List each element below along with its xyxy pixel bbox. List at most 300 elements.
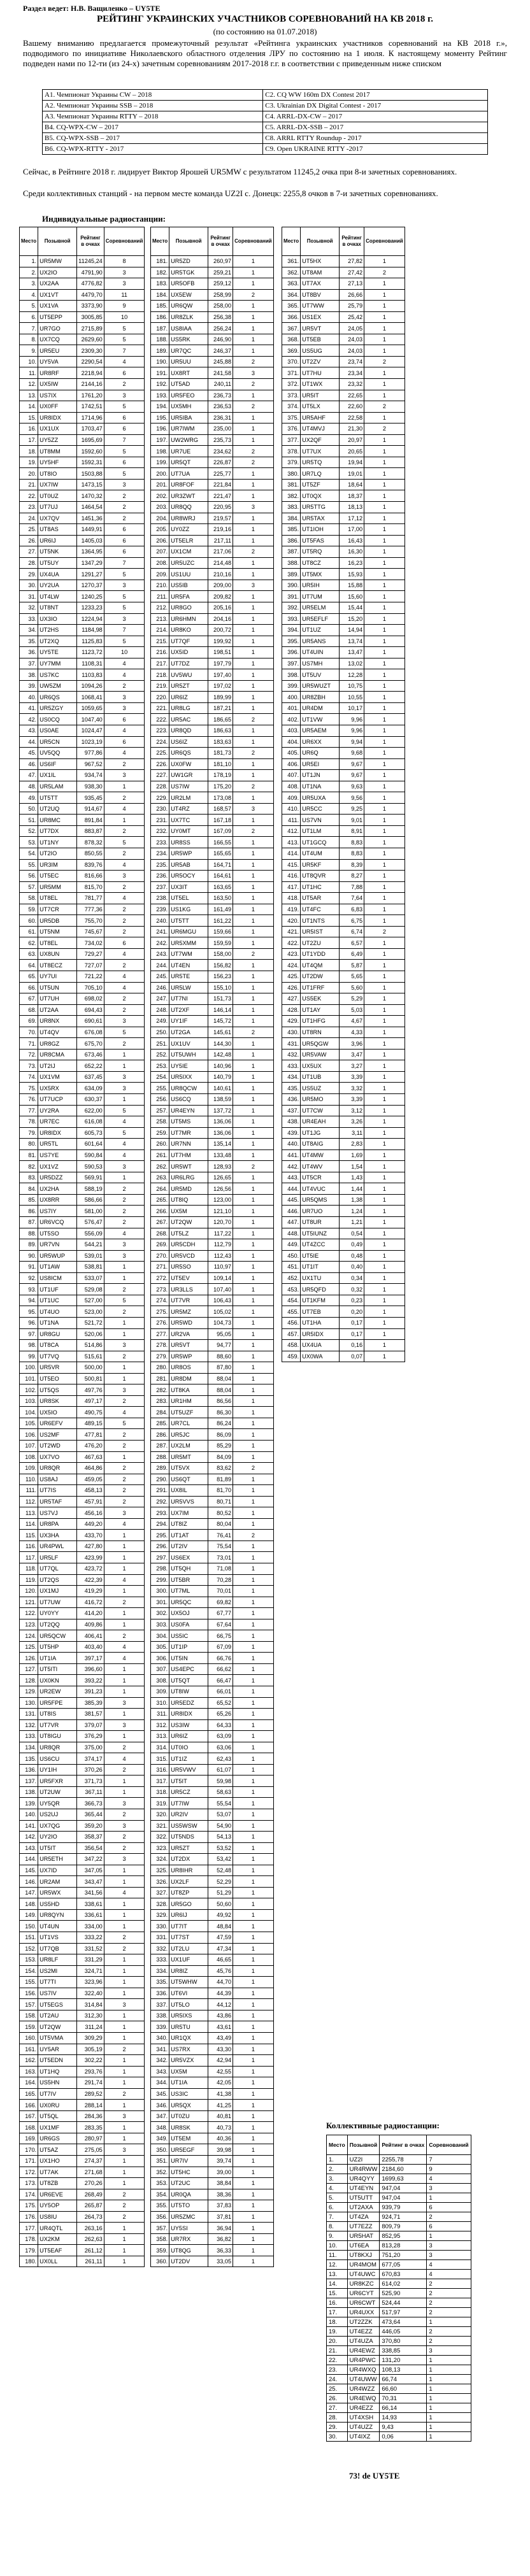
rating-score: 9,63 <box>340 781 364 792</box>
callsign: UT8KXJ <box>347 2251 380 2260</box>
rating-score: 106,43 <box>208 1295 233 1306</box>
rank-number: 34. <box>20 625 38 636</box>
callsign: UT5NK <box>38 546 77 558</box>
rank-number: 1. <box>20 256 38 267</box>
rating-score: 146,14 <box>208 1004 233 1016</box>
rank-number: 28. <box>20 557 38 569</box>
table-row <box>151 1340 274 1351</box>
callsign: UY5OP <box>38 2200 77 2212</box>
rating-score: 777,36 <box>77 904 104 915</box>
table-row <box>151 2100 274 2111</box>
rank-number: 142. <box>20 1832 38 1843</box>
rank-number: 165. <box>20 2088 38 2100</box>
table-row <box>282 602 405 613</box>
rating-score: 13,47 <box>340 647 364 658</box>
rank-number: 178. <box>20 2233 38 2245</box>
callsign: UX5M <box>169 1206 208 1217</box>
table-row <box>151 871 274 882</box>
column-header-num: Место <box>282 227 301 256</box>
rank-number: 104. <box>20 1407 38 1418</box>
rating-score: 527,00 <box>77 1295 104 1306</box>
contest-count: 1 <box>233 982 274 993</box>
rank-number: 243. <box>151 948 169 960</box>
rating-score: 260,97 <box>208 256 233 267</box>
rating-score: 63,06 <box>208 1742 233 1753</box>
rank-number: 215. <box>151 636 169 647</box>
callsign: US4EPC <box>169 1663 208 1675</box>
rating-score: 0,17 <box>340 1328 364 1340</box>
callsign: UT8AS <box>38 524 77 536</box>
table-row <box>20 1541 145 1552</box>
rating-score: 209,00 <box>208 580 233 591</box>
column-header-score: Рейтинг в очках <box>340 227 364 256</box>
callsign: US5IB <box>169 580 208 591</box>
rating-score: 25,42 <box>340 311 364 323</box>
rank-number: 96. <box>20 1317 38 1328</box>
callsign: UT5EAF <box>38 2245 77 2256</box>
table-row <box>20 524 145 536</box>
rank-number: 346. <box>151 2100 169 2111</box>
table-row <box>327 2365 471 2375</box>
callsign: UR6Q <box>301 748 340 759</box>
table-row <box>20 457 145 468</box>
table-row <box>151 1328 274 1340</box>
contest-count: 1 <box>364 893 405 904</box>
table-header-row <box>20 227 145 256</box>
contest-count: 3 <box>104 1239 145 1251</box>
rating-score: 126,56 <box>208 1183 233 1195</box>
contest-count: 1 <box>104 1876 145 1888</box>
contest-count: 1 <box>364 524 405 536</box>
rank-number: 335. <box>151 1977 169 1988</box>
rank-number: 134. <box>20 1742 38 1753</box>
rating-score: 151,73 <box>208 993 233 1005</box>
rank-number: 406. <box>282 758 301 770</box>
table-row <box>151 1474 274 1485</box>
callsign: UT7AX <box>301 278 340 290</box>
contest-count: 4 <box>104 859 145 871</box>
contest-count: 1 <box>427 2432 471 2442</box>
contest-count: 1 <box>233 2077 274 2089</box>
table-row <box>20 1027 145 1038</box>
table-row <box>282 591 405 602</box>
table-row <box>282 412 405 423</box>
callsign: UR5EU <box>38 345 77 357</box>
rank-number: 453. <box>282 1284 301 1295</box>
rating-score: 467,63 <box>77 1451 104 1463</box>
callsign: US7IW <box>169 781 208 792</box>
rating-score: 0,49 <box>340 1239 364 1251</box>
table-row <box>151 1541 274 1552</box>
contest-count: 3 <box>427 2346 471 2356</box>
callsign: UR2VA <box>169 1328 208 1340</box>
table-row <box>20 1440 145 1451</box>
table-row <box>151 1977 274 1988</box>
table-row <box>20 636 145 647</box>
callsign: UT1FRF <box>301 982 340 993</box>
rank-number: 205. <box>151 524 169 536</box>
rank-number: 256. <box>151 1094 169 1106</box>
callsign: UR5VZX <box>169 2055 208 2067</box>
callsign: UT4FC <box>301 904 340 915</box>
rating-score: 1233,23 <box>77 602 104 613</box>
individual-heading: Индивидуальные радиостанции: <box>42 214 166 224</box>
callsign: UR8IDX <box>38 1127 77 1139</box>
callsign: UT5SO <box>38 1228 77 1239</box>
contest-count: 2 <box>233 457 274 468</box>
rank-number: 81. <box>20 1149 38 1161</box>
rating-score: 36,94 <box>208 2223 233 2234</box>
table-row <box>151 702 274 714</box>
contest-count: 1 <box>364 1272 405 1284</box>
table-row <box>151 1172 274 1183</box>
rank-number: 270. <box>151 1250 169 1262</box>
table-row <box>20 267 145 278</box>
rating-score: 6,49 <box>340 948 364 960</box>
rank-number: 245. <box>151 971 169 983</box>
rank-number: 366. <box>282 311 301 323</box>
contest-count: 1 <box>104 2155 145 2167</box>
rank-number: 30. <box>20 580 38 591</box>
contest-count: 1 <box>104 2010 145 2021</box>
callsign: UT5HP <box>38 1641 77 1653</box>
rank-number: 99. <box>20 1351 38 1362</box>
rank-number: 175. <box>20 2200 38 2212</box>
rank-number: 425. <box>282 971 301 983</box>
table-row <box>20 423 145 435</box>
contest-count: 1 <box>233 2245 274 2256</box>
callsign: UT5UWH <box>169 1049 208 1060</box>
rank-number: 39. <box>20 680 38 692</box>
callsign: UT4EYN <box>347 2184 380 2193</box>
rating-score: 140,79 <box>208 1071 233 1083</box>
rating-score: 1405,03 <box>77 535 104 546</box>
rating-score: 356,54 <box>77 1842 104 1854</box>
contest-count: 1 <box>233 647 274 658</box>
rating-score: 166,55 <box>208 837 233 848</box>
contest-count: 1 <box>233 1842 274 1854</box>
contest-count: 2 <box>104 1474 145 1485</box>
callsign: UT0UZ <box>38 490 77 502</box>
table-row <box>20 1172 145 1183</box>
table-row <box>151 2256 274 2267</box>
table-row <box>20 859 145 871</box>
rating-score: 544,21 <box>77 1239 104 1251</box>
rank-number: 118. <box>20 1563 38 1574</box>
table-row <box>20 513 145 524</box>
callsign: UT5IN <box>169 1653 208 1664</box>
table-row <box>20 825 145 837</box>
contest-count: 1 <box>233 1418 274 1429</box>
rating-score: 622,00 <box>77 1105 104 1116</box>
rating-score: 164,61 <box>208 871 233 882</box>
rank-number: 250. <box>151 1027 169 1038</box>
table-row <box>151 1194 274 1206</box>
callsign: UR6EVE <box>38 2189 77 2200</box>
rating-score: 219,57 <box>208 513 233 524</box>
callsign: UR7IWM <box>169 423 208 435</box>
callsign: UT5HX <box>301 256 340 267</box>
rating-score: 293,76 <box>77 2066 104 2077</box>
contest-count: 4 <box>104 1228 145 1239</box>
contest-count: 4 <box>104 982 145 993</box>
table-row <box>20 278 145 290</box>
callsign: UR5ELM <box>301 602 340 613</box>
callsign: UT8IQ <box>169 1194 208 1206</box>
callsign: UT5LZ <box>169 1228 208 1239</box>
callsign: UR8QQ <box>169 502 208 513</box>
rating-score: 105,02 <box>208 1306 233 1318</box>
page-subtitle: (по состоянию на 01.07.2018) <box>213 27 317 36</box>
rank-number: 352. <box>151 2167 169 2178</box>
callsign: UT1NTS <box>301 915 340 927</box>
rank-number: 224. <box>151 736 169 748</box>
callsign: UT5QH <box>169 1563 208 1574</box>
contest-count: 2 <box>104 881 145 893</box>
rank-number: 76. <box>20 1094 38 1106</box>
rank-number: 396. <box>282 647 301 658</box>
rank-number: 277. <box>151 1328 169 1340</box>
rating-score: 258,99 <box>208 289 233 301</box>
rank-number: 419. <box>282 904 301 915</box>
rank-number: 428. <box>282 1004 301 1016</box>
contest-count: 1 <box>364 1016 405 1027</box>
callsign: UX7CQ <box>38 334 77 345</box>
callsign: UT4UZA <box>347 2337 380 2346</box>
table-row <box>20 1507 145 1519</box>
contest-count: 1 <box>233 1384 274 1396</box>
callsign: UR8SK <box>169 2122 208 2133</box>
rank-number: 371. <box>282 367 301 379</box>
rank-number: 194. <box>151 401 169 413</box>
callsign: UT4IXZ <box>347 2432 380 2442</box>
contest-count: 1 <box>233 1574 274 1586</box>
contest-count: 1 <box>233 613 274 625</box>
callsign: UR8WRJ <box>169 513 208 524</box>
callsign: UT5QL <box>38 2110 77 2122</box>
contest-count: 4 <box>104 1139 145 1150</box>
rating-score: 4479,70 <box>77 289 104 301</box>
rating-score: 4,33 <box>340 1027 364 1038</box>
rating-score: 167,09 <box>208 825 233 837</box>
rating-score: 173,08 <box>208 792 233 804</box>
table-row <box>282 1027 405 1038</box>
rating-score: 1761,20 <box>77 390 104 401</box>
contest-count: 3 <box>104 1719 145 1731</box>
contest-count: 7 <box>104 625 145 636</box>
table-row <box>282 1049 405 1060</box>
contest-count: 1 <box>104 1541 145 1552</box>
rank-number: 343. <box>151 2066 169 2077</box>
rating-score: 16,23 <box>340 557 364 569</box>
rank-number: 242. <box>151 937 169 949</box>
table-row <box>20 1574 145 1586</box>
callsign: UX5IW <box>38 379 77 390</box>
rank-number: 120. <box>20 1586 38 1597</box>
callsign: UR7EC <box>38 1116 77 1128</box>
rank-number: 10. <box>327 2241 348 2251</box>
rating-score: 1592,60 <box>77 446 104 457</box>
rank-number: 314. <box>151 1742 169 1753</box>
rating-score: 967,52 <box>77 758 104 770</box>
callsign: UT2ZU <box>301 937 340 949</box>
contest-count: 3 <box>427 2241 471 2251</box>
contest-count: 2 <box>104 915 145 927</box>
table-row <box>20 1351 145 1362</box>
callsign: UT7UJ <box>38 502 77 513</box>
callsign: UX3IO <box>38 613 77 625</box>
table-row <box>20 803 145 815</box>
rank-number: 11. <box>20 367 38 379</box>
rating-score: 490,75 <box>77 1407 104 1418</box>
rating-score: 156,82 <box>208 960 233 971</box>
rank-number: 420. <box>282 915 301 927</box>
contest-count: 1 <box>233 311 274 323</box>
rank-number: 443. <box>282 1172 301 1183</box>
rank-number: 413. <box>282 837 301 848</box>
table-row <box>327 2346 471 2356</box>
contest-count: 1 <box>364 1239 405 1251</box>
table-row <box>327 2231 471 2241</box>
rank-number: 317. <box>151 1775 169 1787</box>
rating-score: 88,04 <box>208 1373 233 1384</box>
table-row <box>151 345 274 357</box>
rank-number: 139. <box>20 1798 38 1809</box>
table-row <box>151 1049 274 1060</box>
rank-number: 438. <box>282 1116 301 1128</box>
callsign: US0AE <box>38 725 77 736</box>
rating-score: 66,74 <box>380 2375 427 2384</box>
rating-score: 86,30 <box>208 1407 233 1418</box>
rank-number: 119. <box>20 1574 38 1586</box>
rating-score: 63,09 <box>208 1731 233 1742</box>
rank-number: 249. <box>151 1016 169 1027</box>
callsign: UT8UR <box>301 1217 340 1228</box>
callsign: UR6MGU <box>169 926 208 937</box>
rank-number: 3. <box>20 278 38 290</box>
rank-number: 374. <box>282 401 301 413</box>
contest-count: 1 <box>364 1161 405 1172</box>
table-row <box>327 2193 471 2203</box>
rating-score: 556,09 <box>77 1228 104 1239</box>
table-row <box>151 334 274 345</box>
rank-number: 331. <box>151 1932 169 1944</box>
rating-score: 9,68 <box>340 748 364 759</box>
rating-score: 449,20 <box>77 1518 104 1530</box>
rank-number: 327. <box>151 1887 169 1898</box>
rating-score: 2255,78 <box>380 2155 427 2165</box>
rating-score: 2,83 <box>340 1139 364 1150</box>
contest-count: 1 <box>233 1016 274 1027</box>
callsign: UX2HA <box>38 1183 77 1195</box>
table-row <box>282 948 405 960</box>
rank-number: 411. <box>282 815 301 826</box>
callsign: UR8SK <box>38 1395 77 1407</box>
section-editor: Раздел ведет: Н.В. Ващиленко – UY5TE <box>23 4 161 13</box>
table-row <box>151 569 274 580</box>
table-row <box>151 2211 274 2223</box>
callsign: UR5CC <box>301 803 340 815</box>
callsign: UX1UV <box>169 1038 208 1050</box>
table-row <box>151 1306 274 1318</box>
rating-score: 5,65 <box>340 971 364 983</box>
contest-count: 1 <box>233 1641 274 1653</box>
table-row <box>151 468 274 480</box>
contest-count: 2 <box>364 926 405 937</box>
contest-count: 1 <box>233 1921 274 1932</box>
rating-score: 336,61 <box>77 1909 104 1921</box>
table-row <box>282 524 405 536</box>
rating-score: 569,91 <box>77 1172 104 1183</box>
table-row <box>327 2165 471 2174</box>
contest-count: 1 <box>233 993 274 1005</box>
contest-count: 2 <box>233 289 274 301</box>
contest-count: 1 <box>364 1083 405 1094</box>
rank-number: 304. <box>151 1630 169 1642</box>
table-row <box>20 1597 145 1608</box>
contest-count: 1 <box>233 658 274 669</box>
contest-count: 4 <box>427 2260 471 2270</box>
rank-number: 312. <box>151 1719 169 1731</box>
callsign: UX5OJ <box>169 1608 208 1619</box>
callsign: UT8IW <box>169 1686 208 1698</box>
rank-number: 6. <box>20 311 38 323</box>
contest-count: 1 <box>364 915 405 927</box>
callsign: UR8QYN <box>38 1909 77 1921</box>
table-row <box>20 1183 145 1195</box>
rating-score: 271,68 <box>77 2167 104 2178</box>
table-row <box>282 971 405 983</box>
rank-number: 18. <box>20 446 38 457</box>
rank-number: 174. <box>20 2189 38 2200</box>
rating-score: 8,91 <box>340 825 364 837</box>
contest-count: 2 <box>104 993 145 1005</box>
rank-number: 206. <box>151 535 169 546</box>
table-row <box>151 1719 274 1731</box>
callsign: UT1GCQ <box>301 837 340 848</box>
callsign: UT1VS <box>38 1932 77 1944</box>
table-row <box>20 1943 145 1954</box>
contest-count: 6 <box>104 457 145 468</box>
rating-score: 221,84 <box>208 479 233 490</box>
contest-count: 1 <box>233 837 274 848</box>
rank-number: 204. <box>151 513 169 524</box>
rating-score: 38,84 <box>208 2178 233 2189</box>
rating-score: 815,70 <box>77 881 104 893</box>
callsign: UR8LF <box>38 1954 77 1966</box>
rank-number: 442. <box>282 1161 301 1172</box>
rating-score: 521,72 <box>77 1317 104 1328</box>
rank-number: 381. <box>282 479 301 490</box>
callsign: UR5VR <box>38 1362 77 1374</box>
contest-count: 1 <box>104 2077 145 2089</box>
rank-number: 24. <box>327 2375 348 2384</box>
rating-score: 0,32 <box>340 1284 364 1295</box>
rank-number: 347. <box>151 2110 169 2122</box>
callsign: UX1IL <box>38 770 77 781</box>
table-row <box>20 1049 145 1060</box>
table-row <box>20 1709 145 1720</box>
contest-count: 1 <box>364 557 405 569</box>
rank-number: 15. <box>327 2289 348 2298</box>
contest-count: 1 <box>233 1038 274 1050</box>
table-row <box>282 937 405 949</box>
contest-count: 6 <box>104 937 145 949</box>
table-row <box>282 1228 405 1239</box>
callsign: UR4QTL <box>38 2223 77 2234</box>
rating-score: 3005,85 <box>77 311 104 323</box>
table-row <box>151 1139 274 1150</box>
